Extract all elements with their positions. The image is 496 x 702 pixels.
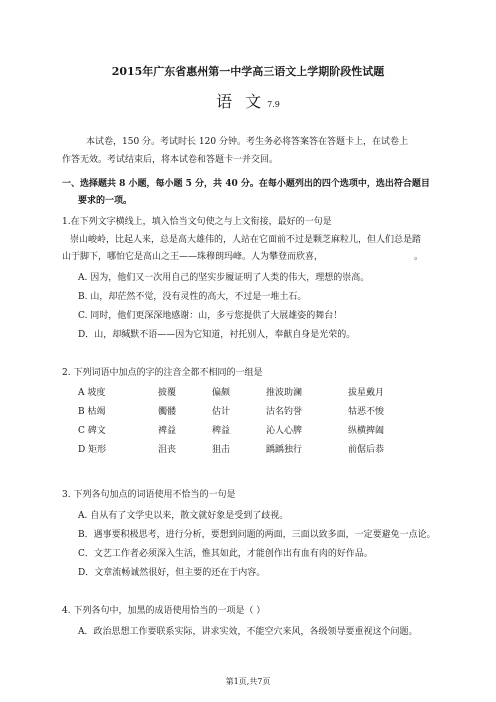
q2-cell: 披覆 (158, 388, 177, 398)
q1-passage-line-2: 山于脚下，哪怕它是高山之王——珠穆朗玛峰。人为攀登而欣喜， (62, 252, 324, 262)
q2-cell: 裨益 (158, 426, 177, 436)
subject-heading (0, 92, 496, 115)
q2-cell: 髑髅 (158, 407, 177, 417)
section1-heading-line-1: 一、选择题共 8 小题，每小题 5 分，共 40 分。在每小题列出的四个选项中，选出符合题目 (62, 179, 430, 189)
q2-cell: 推波助澜 (266, 388, 303, 398)
q1-option-a: A. 因为，他们又一次用自己的坚实步履证明了人类的伟大，理想的崇高。 (78, 273, 370, 283)
q2-cell: 牯恶不悛 (348, 407, 385, 417)
q1-option-b: B. 山，却茫然不觉，没有灵性的高大，不过是一堆土石。 (78, 292, 307, 302)
subject-name: 语 文 (216, 92, 266, 111)
q1-stem: 1.在下列文字横线上，填入恰当文句使之与上文衔接，最好的一句是 (62, 217, 332, 227)
q3-option-d: D．文章流畅诚然很好，但主要的还在于内容。 (78, 568, 266, 578)
q1-passage-line-1: 崇山峻岭，比起人来，总是高大雄伟的，人站在它面前不过是颗芝麻粒儿，但人们总是踏 (70, 235, 422, 245)
q3-option-b: B．遇事要积极思考，进行分析，要想到问题的两面，三面以致多面，一定要避免一点论。 (78, 530, 436, 540)
q2-cell: 踽踽独行 (266, 445, 303, 455)
q2-cell: B 枯竭 (78, 407, 106, 417)
intro-line-1: 本试卷，150 分。考试时长 120 分钟。考生务必将答案答在答题卡上，在试卷上 (86, 137, 408, 147)
section1-heading-line-2: 要求的一项。 (78, 196, 133, 206)
q2-cell: 前倨后恭 (348, 445, 385, 455)
q4-option-a: A．政治思想工作要联系实际，讲求实效，不能空穴来风，各级领导要重视这个问题。 (78, 627, 418, 637)
q2-cell: D 矩形 (78, 445, 107, 455)
intro-line-2: 作答无效。考试结束后，将本试卷和答题卡一并交回。 (62, 155, 279, 165)
q1-option-d: D．山，却缄默不语——因为它知道，衬托别人，奉献自身是光荣的。 (78, 330, 356, 340)
q2-cell: 沽名钓誉 (266, 407, 303, 417)
q2-cell: 估计 (212, 407, 231, 417)
q2-stem: 2. 下列词语中加点的字的注音全都不相同的一组是 (62, 368, 263, 378)
q3-stem: 3. 下列各句加点的词语使用不恰当的一句是 (62, 490, 236, 500)
exam-date: 7.9 (267, 100, 280, 109)
page-footer: 第1页,共7页 (225, 677, 271, 686)
q2-cell: 纵横捭阖 (348, 426, 385, 436)
q3-option-c: C．文艺工作者必须深入生活，惟其如此，才能创作出有血有肉的好作品。 (78, 549, 373, 559)
q2-cell: 沮丧 (158, 445, 177, 455)
q1-blank-end: 。 (414, 252, 424, 262)
q2-cell: 拔星戴月 (348, 388, 385, 398)
q2-cell: 偏颇 (212, 388, 231, 398)
exam-title: 2015年广东省惠州第一中学高三语文上学期阶段性试题 (111, 65, 385, 78)
q2-cell: 沁人心脾 (266, 426, 303, 436)
q2-cell: 稗益 (212, 426, 231, 436)
q1-option-c: C. 同时，他们更深深地感谢：山，多亏您提供了大展雄姿的舞台！ (78, 311, 343, 321)
q2-cell: A 坡度 (78, 388, 106, 398)
q2-cell: 狙击 (212, 445, 231, 455)
q3-option-a: A. 自从有了文学史以来，散文就好象是受到了歧视。 (78, 511, 289, 521)
q4-stem: 4. 下列各句中，加黑的成语使用恰当的一项是（ ） (62, 606, 266, 616)
q2-cell: C 碑文 (78, 426, 106, 436)
